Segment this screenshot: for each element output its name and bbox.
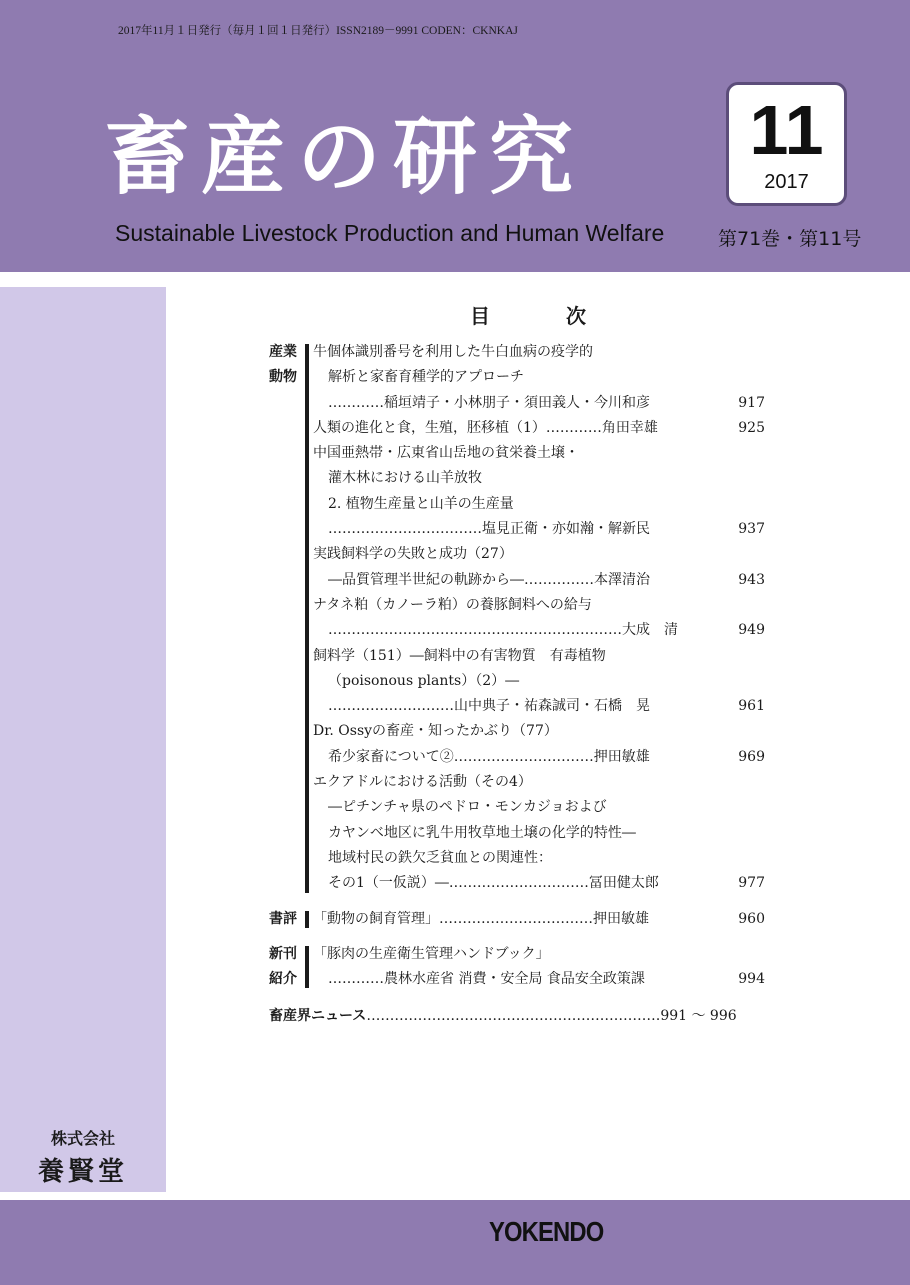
toc-section [255,907,775,932]
toc-line-text: （poisonous plants）（2）― [328,672,520,689]
toc-line [313,593,775,618]
toc-line [313,441,775,466]
toc-line-text: 実践飼料学の失敗と成功（27） [313,546,513,563]
toc-line-text: ………………………………………………………大成 清 [328,622,678,639]
issue-number: 11 [749,91,824,169]
toc-line [313,669,775,694]
toc-category-label: 新刊 [269,945,297,962]
news-pages: ………………………………………………………991 ～ 996 [366,1008,737,1024]
toc-line-text: …………農林水産省 消費・安全局 食品安全政策課 [328,971,645,988]
toc-line [313,745,775,770]
toc-heading: 目 次 [470,304,614,328]
toc-line-text: Dr. Ossyの畜産・知ったかぶり（77） [313,723,558,740]
toc-line [313,340,775,365]
toc-line [313,871,775,896]
publication-info: 2017年11月１日発行（毎月１回１日発行）ISSN2189－9991 CODEN：CKNKAJ [118,25,518,37]
toc-category-label: 産業 [269,344,297,360]
toc-category-label: 動物 [269,369,297,386]
issue-year: 2017 [764,171,809,193]
toc-line [313,568,775,593]
toc-line [313,618,775,643]
toc-line [313,542,775,567]
toc-lines [313,340,775,897]
toc-line [313,821,775,846]
toc-line-text: 中国亜熱帯・広東省山岳地の貧栄養土壌・ [313,445,579,462]
toc-page-number: 949 [738,622,765,639]
toc-category [255,907,313,932]
section-gap [255,932,775,942]
toc-line-text: 「動物の飼育管理」……………………………押田敏雄 [313,910,649,927]
toc-line-text: ………………………山中典子・祐森誠司・石橋 晃 [328,698,650,715]
toc-line-text: エクアドルにおける活動（その4） [313,774,532,791]
toc-page-number: 977 [738,875,765,892]
toc-page-number: 925 [738,419,765,436]
toc-line [313,517,775,542]
toc-line [313,492,775,517]
news-label: 畜産界ニュース [269,1008,367,1024]
toc-page-number: 943 [738,571,765,588]
publisher-logo: YOKENDO [489,1216,604,1247]
toc-category [255,942,313,993]
toc-category-label: 紹介 [269,971,297,988]
toc-line-text: 灌木林における山羊放牧 [328,470,482,487]
toc-line-text: 「豚肉の生産衛生管理ハンドブック」 [313,945,550,962]
news-entry [269,1005,737,1025]
toc-line-text: ―ピチンチャ県のペドロ・モンカジョおよび [328,799,607,816]
toc-page-number: 937 [738,521,765,538]
side-panel [0,287,166,1192]
toc-page-number: 960 [738,910,765,927]
toc-lines [313,907,775,932]
toc-page-number: 961 [738,698,765,715]
issue-box [726,82,847,206]
footer-banner [0,1200,910,1285]
journal-subtitle: Sustainable Livestock Production and Human Welfare [115,220,665,246]
toc-line [313,719,775,744]
toc-page-number: 994 [738,971,765,988]
toc-line-text: …………稲垣靖子・小林朋子・須田義人・今川和彦 [328,394,650,411]
toc-section [255,942,775,993]
toc-line [313,770,775,795]
toc-lines [313,942,775,993]
journal-title: 畜産の研究 [105,108,586,206]
toc-line [313,795,775,820]
toc-category [255,340,313,897]
toc-line [313,365,775,390]
toc-line-text: 解析と家畜育種学的アプローチ [328,369,524,386]
toc-line [313,694,775,719]
toc-line-text: ナタネ粕（カノーラ粕）の養豚飼料への給与 [313,596,592,613]
toc-line [313,907,775,932]
publisher-company-type: 株式会社 [50,1129,115,1148]
toc-line-text: ……………………………塩見正衛・亦如瀚・解新民 [328,521,650,538]
section-gap [255,897,775,907]
table-of-contents [255,340,775,992]
toc-line [313,942,775,967]
volume-label: 第71巻・第11号 [718,228,862,250]
toc-category-label: 書評 [269,910,297,927]
toc-line [313,846,775,871]
toc-page-number: 917 [738,394,765,411]
toc-section [255,340,775,897]
toc-line [313,644,775,669]
toc-line [313,466,775,491]
toc-line-text: 牛個体識別番号を利用した牛白血病の疫学的 [313,344,593,360]
toc-line [313,416,775,441]
toc-line-text: ―品質管理半世紀の軌跡から―……………本澤清治 [328,571,650,588]
toc-page-number: 969 [738,748,765,765]
toc-line [313,967,775,992]
toc-line-text: カヤンベ地区に乳牛用牧草地土壌の化学的特性― [328,824,636,841]
publisher-block [28,1126,138,1188]
publisher-name: 養賢堂 [37,1157,128,1187]
toc-line-text: 飼料学（151）―飼料中の有害物質 有毒植物 [313,647,606,664]
toc-line [313,391,775,416]
toc-line-text: 2. 植物生産量と山羊の生産量 [328,495,514,512]
toc-line-text: 希少家畜について②…………………………押田敏雄 [328,748,650,765]
toc-line-text: 地域村民の鉄欠乏貧血との関連性： [328,849,552,866]
toc-line-text: その1（一仮説）―…………………………冨田健太郎 [328,875,659,892]
toc-line-text: 人類の進化と食，生殖，胚移植（1）…………角田幸雄 [313,419,658,436]
